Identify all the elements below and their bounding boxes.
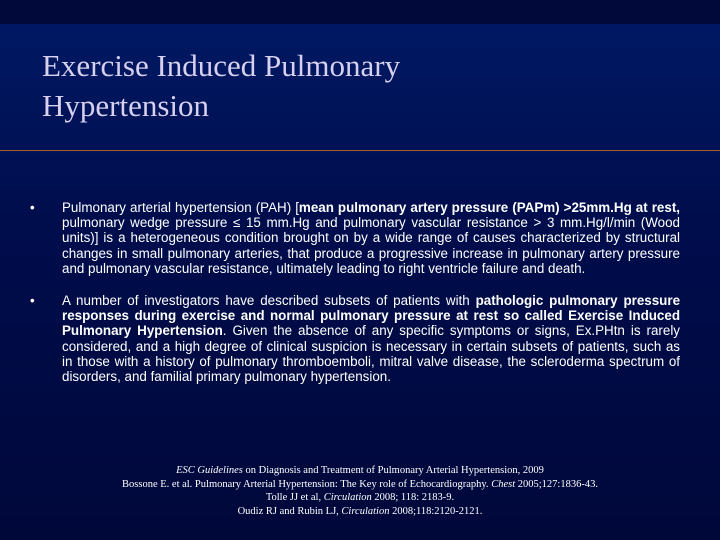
reference-italic: Chest [491,478,516,490]
reference-text: on Diagnosis and Treatment of Pulmonary Arterial Hypertension, 2009 [242,465,544,476]
reference-italic: Circulation [341,505,390,517]
bullet-list [30,200,680,401]
reference-2 [60,478,660,492]
reference-italic: Circulation [323,492,372,503]
reference-italic: ESC Guidelines [176,465,243,476]
bullet-text: Pulmonary arterial hypertension (PAH) [ [62,200,299,215]
reference-text: 2005;127:1836-43. [515,478,598,490]
references [60,464,660,518]
bullet-text: . Given the absence of any specific symptoms or signs, Ex.PHtn is rarely considered, and a high degree of clinical suspicion is necessary in certain subsets of patients, such as in those with a history of pulmonary thromboemboli, mitral valve disease, the scleroderma spectrum of disorders, and familial primary pulmonary hypertension. [62,323,680,385]
reference-text: Tolle JJ et al, [265,492,324,503]
bullet-marker: • [30,200,35,215]
bullet-text-bold: pathologic pulmonary pressure responses during exercise and normal pulmonary pressure at rest so called Exercise Induced Pulmonary Hypertension [62,293,681,339]
reference-3 [60,491,660,505]
title-divider [0,150,720,151]
header-strip-text: Exercise Induced Pulmonary Hypertension presented at the annual meeting of the society [18,6,426,16]
bullet-item-2 [30,293,680,384]
reference-text: 2008; 118: 2183-9. [371,492,455,503]
slide-title-line-1: Exercise Induced Pulmonary [42,48,401,83]
bullet-text: A number of investigators have described subsets of patients with [62,293,476,309]
slide-title-line-2: Hypertension [42,88,210,123]
header-strip [0,0,720,24]
bullet-text: pulmonary wedge pressure ≤ 15 mm.Hg and pulmonary vascular resistance > 3 mm.Hg/l/min (Wood units)] is a heterogeneous condition brought on by a wide range of causes characterized by structural changes in small pulmonary arteries, that produce a progressive increase in pulmonary artery pressure and pulmonary vascular resistance, ultimately leading to right ventricle failure and death. [62,215,680,276]
bullet-item-1 [30,200,680,276]
reference-text: Bossone E. et al. Pulmonary Arterial Hypertension: The Key role of Echocardiography. [122,478,492,490]
slide-title [42,46,662,126]
bullet-marker: • [30,293,35,309]
reference-4 [60,505,660,519]
bullet-text-bold: mean pulmonary artery pressure (PAPm) >25mm.Hg at rest, [298,200,681,215]
reference-text: 2008;118:2120-2121. [389,505,483,517]
reference-1 [60,464,660,478]
reference-text: Oudiz RJ and Rubin LJ, [237,505,342,517]
